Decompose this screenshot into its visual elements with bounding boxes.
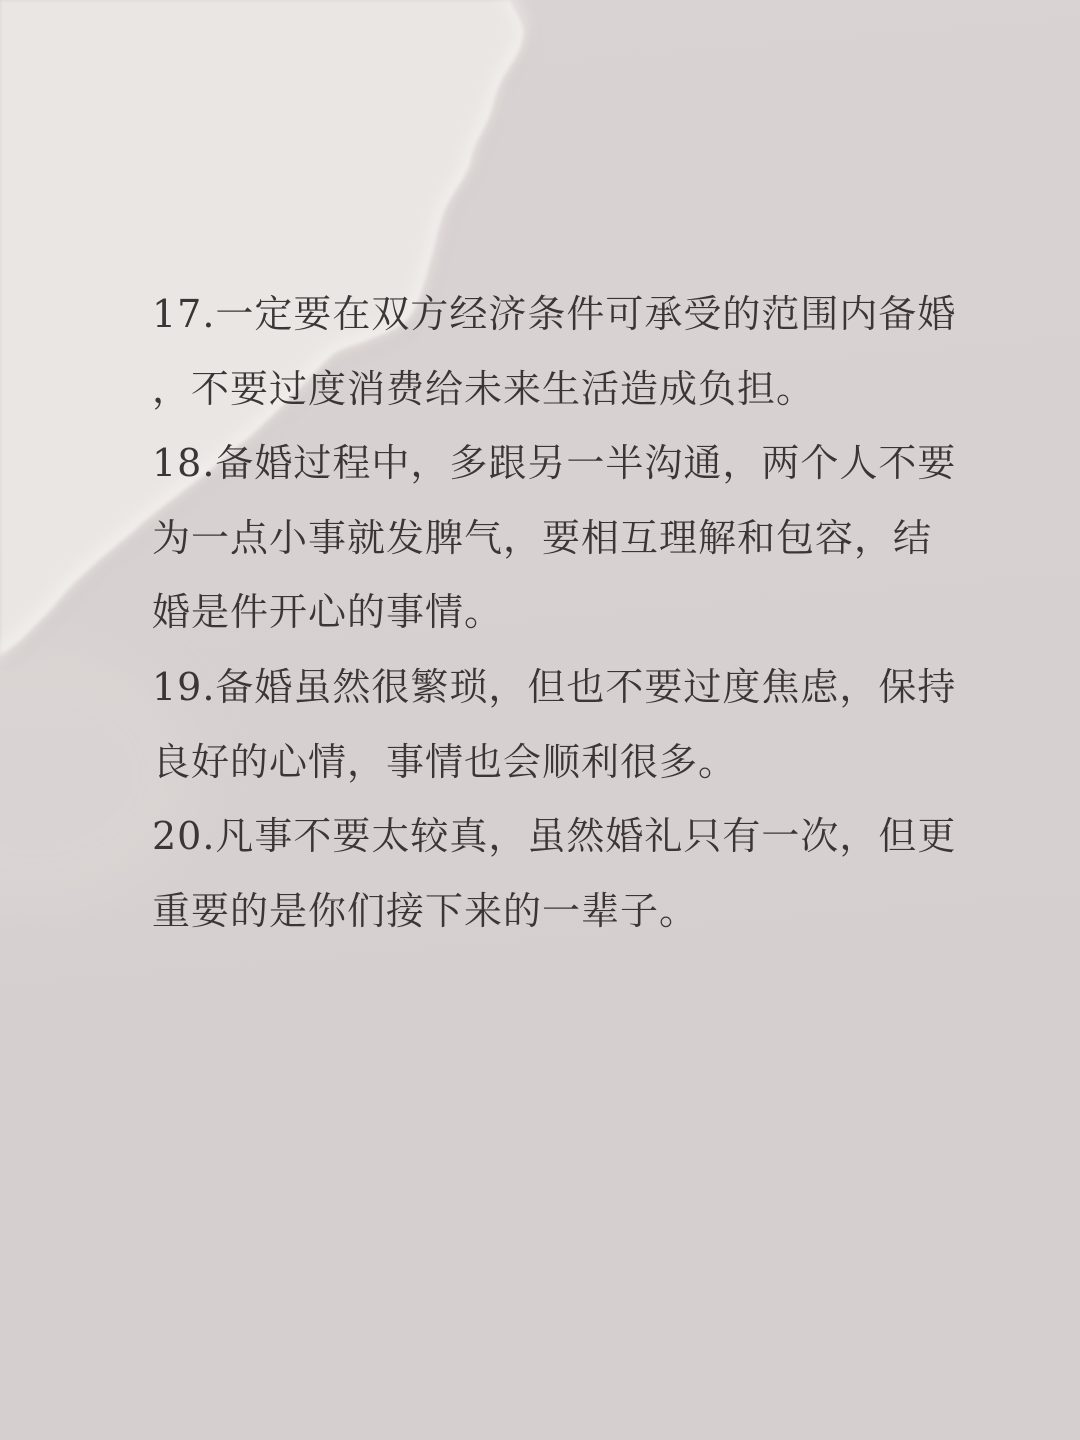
- text-line-18c: 婚是件开心的事情。: [152, 590, 504, 635]
- text-line-19a: 19.备婚虽然很繁琐，但也不要过度焦虑，保持: [152, 664, 957, 709]
- text-line-17b: ，不要过度消费给未来生活造成负担。: [152, 366, 816, 411]
- text-line-19b: 良好的心情，事情也会顺利很多。: [152, 739, 738, 784]
- text-line-20a: 20.凡事不要太较真，虽然婚礼只有一次，但更: [152, 814, 957, 859]
- text-line-17a: 17.一定要在双方经济条件可承受的范围内备婚: [152, 292, 957, 336]
- tips-text-block: [152, 277, 1032, 948]
- text-line-20b: 重要的是你们接下来的一辈子。: [152, 888, 699, 933]
- text-line-18b: 为一点小事就发脾气，要相互理解和包容，结: [152, 515, 933, 560]
- text-line-18a: 18.备婚过程中，多跟另一半沟通，两个人不要: [152, 441, 957, 486]
